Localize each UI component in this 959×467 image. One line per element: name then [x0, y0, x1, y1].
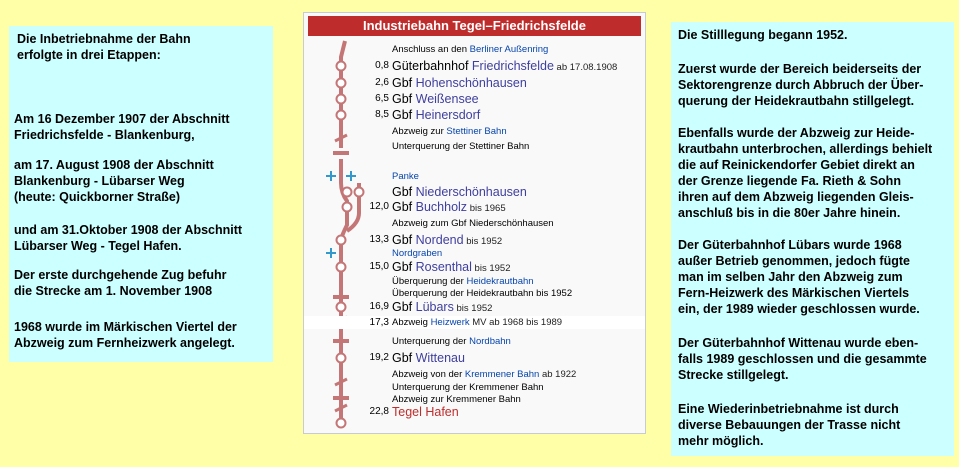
km-label: 6,5 [375, 93, 389, 104]
row-prefix: Unterquerung der Stettiner Bahn [392, 140, 530, 152]
route-diagram [303, 12, 646, 434]
row-prefix: Anschluss an den [392, 43, 470, 55]
row-prefix: Gbf [392, 108, 416, 122]
km-label: 19,2 [369, 352, 389, 363]
route-row [304, 184, 645, 200]
row-suffix: MV ab 1968 bis 1989 [469, 316, 563, 328]
luebars-text: Der Güterbahnhof Lübars wurde 1968 außer Betrieb genommen, jedoch fügte man im selben Jahr den Abzweig zum Fern-Heizwerk des Märkischen Viertels ein, der 1989 wieder geschlossen wurde. [678, 238, 920, 316]
station-text [392, 287, 572, 300]
station-text [392, 335, 511, 348]
station-text [392, 368, 576, 381]
route-row [304, 170, 645, 183]
station-text [392, 199, 506, 217]
row-prefix: Abzweig zur Kremmener Bahn [392, 393, 521, 405]
row-prefix: Abzweig von der [392, 368, 465, 380]
station-text [392, 217, 554, 230]
route-row [304, 58, 645, 74]
km-label: 8,5 [375, 109, 389, 120]
station-text [392, 58, 617, 76]
route-row [304, 316, 645, 329]
branch-heidekraut-text: Ebenfalls wurde der Abzweig zur Heide- krautbahn unterbrochen, allerdings behielt die auf Reinickendorfer Gebiet direkt an der Grenze liegende Fa. Rieth & Sohn ihren auf dem Abzweig liegenden Gleis- anschluß bis in die 80er Jahre hinein. [678, 126, 933, 220]
route-row [304, 368, 645, 381]
station-text [392, 350, 465, 366]
note-1968-text: 1968 wurde im Märkischen Viertel der Abzweig zum Fernheizwerk angelegt. [14, 320, 237, 350]
row-suffix: bis 1952 [453, 303, 493, 314]
station-text [392, 404, 459, 420]
station-link[interactable]: Lübars [415, 300, 454, 314]
route-title: Industriebahn Tegel–Friedrichsfelde [308, 16, 641, 36]
route-row [304, 404, 645, 420]
route-row [304, 91, 645, 107]
km-label: 15,0 [369, 261, 389, 272]
station-text [392, 125, 507, 138]
route-row [304, 217, 645, 230]
station-link[interactable]: Heizwerk [430, 316, 470, 328]
km-label: 13,3 [369, 234, 389, 245]
terminus-name: Tegel Hafen [392, 405, 459, 419]
station-text [392, 140, 529, 153]
stage3-text: und am 31.Oktober 1908 der Abschnitt Lübarser Weg - Tegel Hafen. [14, 223, 243, 253]
station-link[interactable]: Rosenthal [415, 260, 472, 274]
closure-start-text: Die Stilllegung begann 1952. [678, 28, 848, 42]
station-link[interactable]: Hohenschönhausen [415, 76, 527, 90]
km-label: 22,8 [369, 406, 389, 417]
station-link[interactable]: Stettiner Bahn [446, 125, 507, 137]
route-row [304, 247, 645, 260]
station-text [392, 75, 527, 91]
row-prefix: Gbf [392, 200, 416, 214]
right-text-panel [671, 22, 954, 456]
km-label: 2,6 [375, 77, 389, 88]
closure-sector-text: Zuerst wurde der Bereich beiderseits der Sektorengrenze durch Abbruch der Über- querung der Heidekrautbahn stillgelegt. [678, 62, 924, 108]
row-prefix: Gbf [392, 351, 416, 365]
station-text [392, 299, 492, 317]
route-row [304, 140, 645, 153]
row-prefix: Abzweig zur [392, 125, 447, 137]
station-link[interactable]: Weißensee [415, 92, 479, 106]
row-suffix: ab 17.08.1908 [553, 62, 618, 73]
station-link[interactable]: Nordend [415, 233, 464, 247]
row-suffix: ab 1922 [539, 368, 577, 380]
station-link[interactable]: Kremmener Bahn [464, 368, 540, 380]
station-link[interactable]: Panke [392, 170, 419, 182]
row-suffix: bis 1952 [471, 263, 511, 274]
station-text [392, 170, 419, 183]
row-prefix: Unterquerung der [392, 335, 470, 347]
station-text [392, 316, 562, 329]
route-row [304, 287, 645, 300]
row-prefix: Überquerung der Heidekrautbahn bis 1952 [392, 287, 573, 299]
station-text [392, 107, 480, 123]
row-prefix: Güterbahnhof [392, 59, 472, 73]
station-link[interactable]: Nordbahn [469, 335, 511, 347]
route-row [304, 43, 645, 56]
row-prefix: Unterquerung der Kremmener Bahn [392, 381, 544, 393]
station-text [392, 184, 527, 200]
row-prefix: Abzweig [392, 316, 431, 328]
row-prefix: Gbf [392, 185, 416, 199]
route-row [304, 335, 645, 348]
route-row [304, 350, 645, 366]
left-text-panel [9, 26, 273, 362]
row-suffix: bis 1952 [463, 236, 503, 247]
km-label: 12,0 [369, 201, 389, 212]
first-train-text: Der erste durchgehende Zug befuhr die Strecke am 1. November 1908 [14, 268, 227, 298]
reopen-text: Eine Wiederinbetriebnahme ist durch diverse Bebauungen der Trasse nicht mehr möglich. [678, 402, 901, 448]
station-link[interactable]: Wittenau [415, 351, 465, 365]
row-prefix: Überquerung der [392, 275, 467, 287]
stage2-text: am 17. August 1908 der Abschnitt Blankenburg - Lübarser Weg (heute: Quickborner Straße) [14, 158, 214, 204]
km-label: 0,8 [375, 60, 389, 71]
station-text [392, 91, 479, 107]
station-text [392, 43, 548, 56]
station-link[interactable]: Heidekrautbahn [466, 275, 534, 287]
row-prefix: Gbf [392, 76, 416, 90]
route-row [304, 199, 645, 215]
station-text [392, 247, 442, 260]
station-link[interactable]: Niederschönhausen [415, 185, 527, 199]
row-suffix: bis 1965 [467, 203, 506, 214]
row-prefix: Gbf [392, 92, 416, 106]
row-prefix: Gbf [392, 300, 416, 314]
route-row [304, 107, 645, 123]
km-label: 17,3 [369, 316, 389, 328]
route-row [304, 259, 645, 275]
km-label: 16,9 [369, 301, 389, 312]
row-prefix: Gbf [392, 260, 416, 274]
station-link[interactable]: Heinersdorf [415, 108, 481, 122]
intro-text: Die Inbetriebnahme der Bahn erfolgte in drei Etappen: [17, 32, 191, 62]
station-link[interactable]: Berliner Außenring [469, 43, 549, 55]
station-link[interactable]: Nordgraben [392, 247, 443, 259]
wittenau-text: Der Güterbahnhof Wittenau wurde eben- falls 1989 geschlossen und die gesammte Strecke stillgelegt. [678, 336, 927, 382]
route-row [304, 299, 645, 315]
stage1-text: Am 16 Dezember 1907 der Abschnitt Friedrichsfelde - Blankenburg, [14, 112, 230, 142]
row-prefix: Gbf [392, 233, 416, 247]
route-row [304, 125, 645, 138]
station-link[interactable]: Friedrichsfelde [471, 59, 554, 73]
row-prefix: Abzweig zum Gbf Niederschönhausen [392, 217, 554, 229]
station-link[interactable]: Buchholz [415, 200, 468, 214]
route-row [304, 75, 645, 91]
